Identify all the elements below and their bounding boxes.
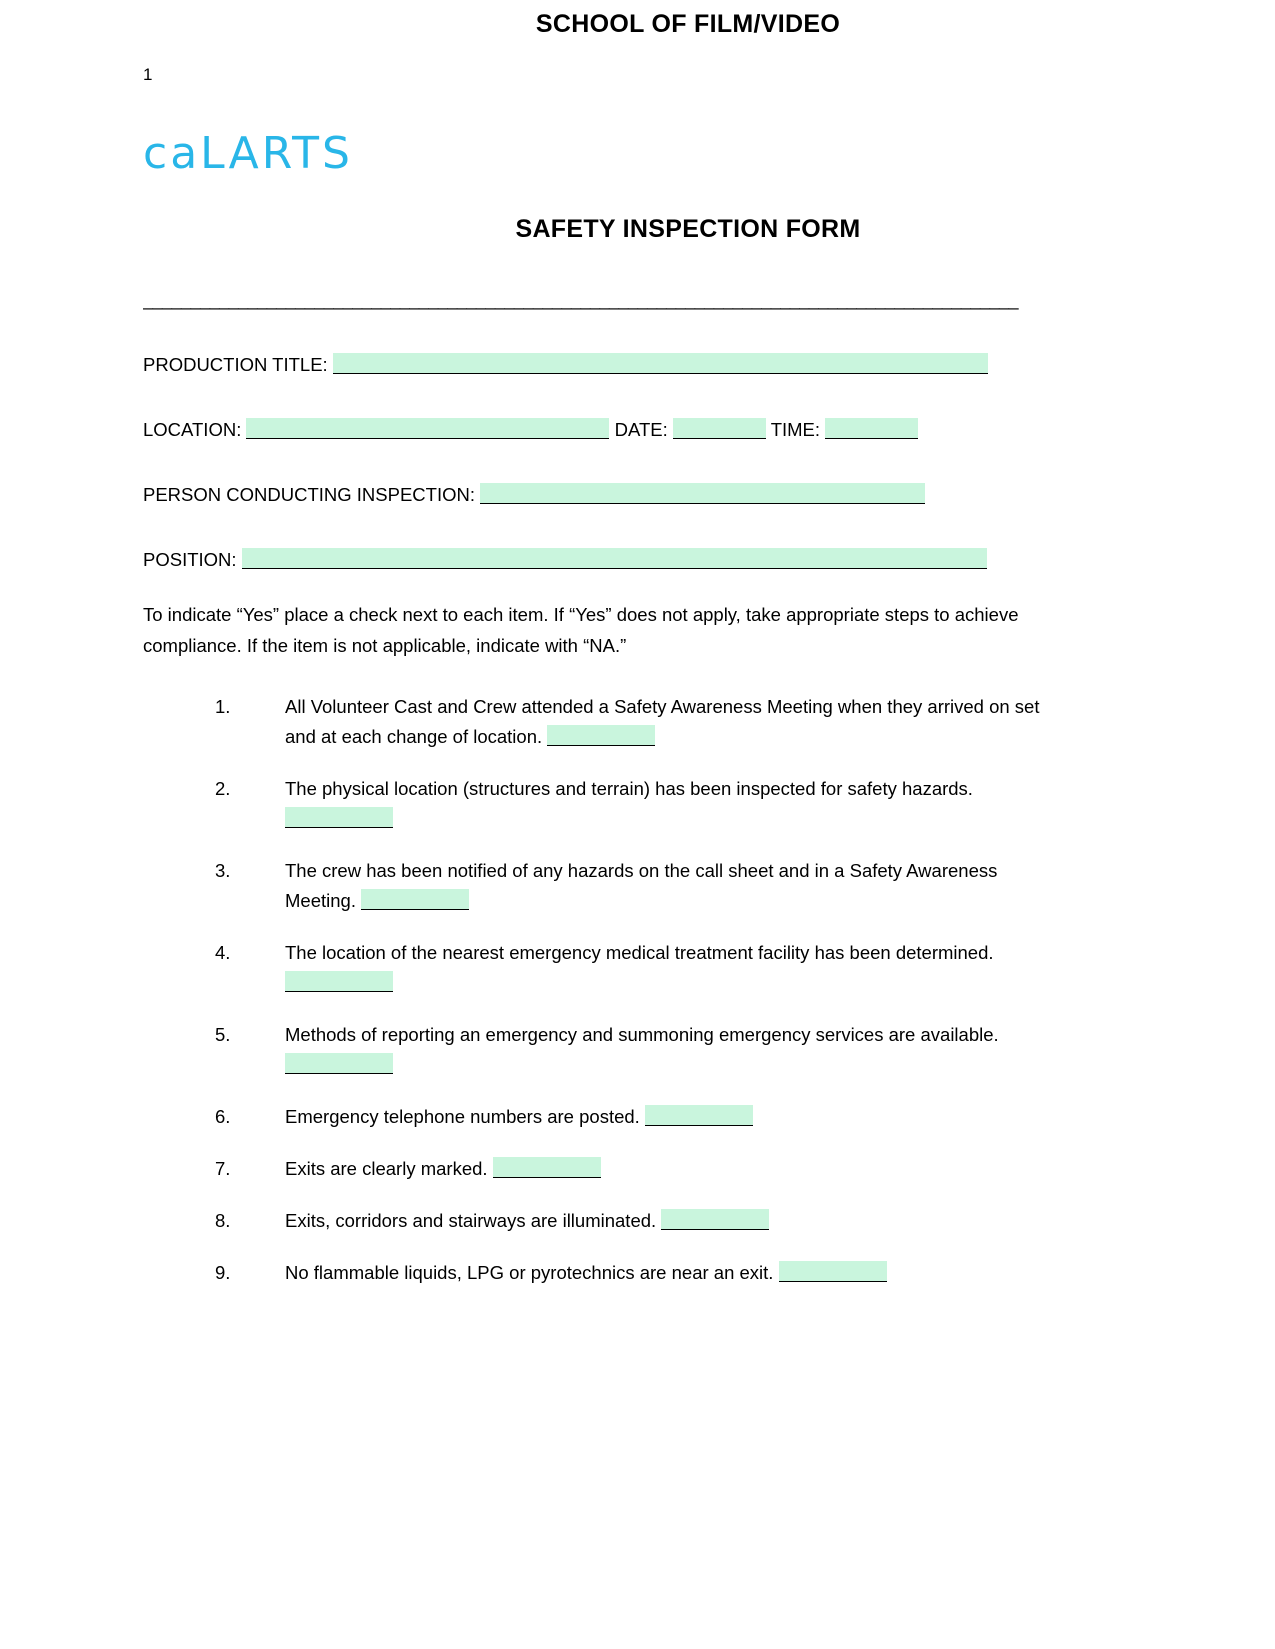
item-number: 7. xyxy=(215,1157,231,1179)
location-date-time-field-row xyxy=(143,415,918,441)
production-title-field-row xyxy=(143,350,988,376)
item-text: No flammable liquids, LPG or pyrotechnics are near an exit. xyxy=(285,1261,774,1283)
item-text: The crew has been notified of any hazards on the call sheet and in a Safety Awareness Meeting. xyxy=(285,859,998,911)
list-item xyxy=(143,692,1043,752)
item-answer-input[interactable] xyxy=(361,889,469,910)
location-label: LOCATION: xyxy=(143,419,242,440)
item-number: 9. xyxy=(215,1261,231,1283)
item-text: Exits are clearly marked. xyxy=(285,1157,488,1179)
time-input[interactable] xyxy=(825,418,918,439)
item-answer-input[interactable] xyxy=(493,1157,601,1178)
position-field-row xyxy=(143,545,987,571)
page-title: SCHOOL OF FILM/VIDEO xyxy=(535,10,841,38)
production-title-input[interactable] xyxy=(333,353,988,374)
position-input[interactable] xyxy=(242,548,987,569)
list-item xyxy=(143,1102,1043,1132)
item-number: 5. xyxy=(215,1023,231,1045)
item-answer-input[interactable] xyxy=(645,1105,753,1126)
list-item xyxy=(143,1154,1043,1184)
inspector-field-row xyxy=(143,480,925,506)
item-answer-input[interactable] xyxy=(285,807,393,828)
item-answer-input[interactable] xyxy=(779,1261,887,1282)
item-number: 2. xyxy=(215,777,231,799)
item-text: All Volunteer Cast and Crew attended a Safety Awareness Meeting when they arrived on set and at each change of location. xyxy=(285,696,1040,747)
item-number: 3. xyxy=(215,859,231,881)
list-item xyxy=(143,774,1043,834)
position-label: POSITION: xyxy=(143,549,237,570)
inspector-label: PERSON CONDUCTING INSPECTION: xyxy=(143,484,475,505)
page-number: 1 xyxy=(143,65,153,84)
item-number: 6. xyxy=(215,1105,231,1127)
checklist xyxy=(143,692,1043,1310)
item-text: The location of the nearest emergency medical treatment facility has been determined. xyxy=(285,941,994,963)
page-subtitle: SAFETY INSPECTION FORM xyxy=(515,215,861,243)
calarts-logo: caLARTS xyxy=(143,128,353,179)
item-answer-input[interactable] xyxy=(547,725,655,746)
list-item xyxy=(143,938,1043,998)
item-answer-input[interactable] xyxy=(661,1209,769,1230)
date-input[interactable] xyxy=(673,418,766,439)
inspector-input[interactable] xyxy=(480,483,925,504)
item-number: 8. xyxy=(215,1209,231,1231)
item-text: Exits, corridors and stairways are illuminated. xyxy=(285,1209,657,1231)
list-item xyxy=(143,1020,1043,1080)
location-input[interactable] xyxy=(246,418,609,439)
horizontal-divider: ____________________________________________________________________________________________ xyxy=(143,290,1018,310)
production-title-label: PRODUCTION TITLE: xyxy=(143,354,328,375)
item-text: Emergency telephone numbers are posted. xyxy=(285,1105,640,1127)
item-text: The physical location (structures and terrain) has been inspected for safety hazards. xyxy=(285,777,973,799)
list-item xyxy=(143,856,1043,916)
document-header xyxy=(143,130,1063,190)
item-answer-input[interactable] xyxy=(285,971,393,992)
item-number: 1. xyxy=(215,696,231,717)
list-item xyxy=(143,1206,1043,1236)
item-number: 4. xyxy=(215,941,231,963)
instructions-text: To indicate “Yes” place a check next to each item. If “Yes” does not apply, take appropriate steps to achieve compliance. If the item is not applicable, indicate with “NA.” xyxy=(143,604,1019,656)
item-text: Methods of reporting an emergency and summoning emergency services are available. xyxy=(285,1023,999,1045)
date-label: DATE: xyxy=(614,419,668,440)
time-label: TIME: xyxy=(770,419,821,440)
item-answer-input[interactable] xyxy=(285,1053,393,1074)
list-item xyxy=(143,1258,1043,1288)
